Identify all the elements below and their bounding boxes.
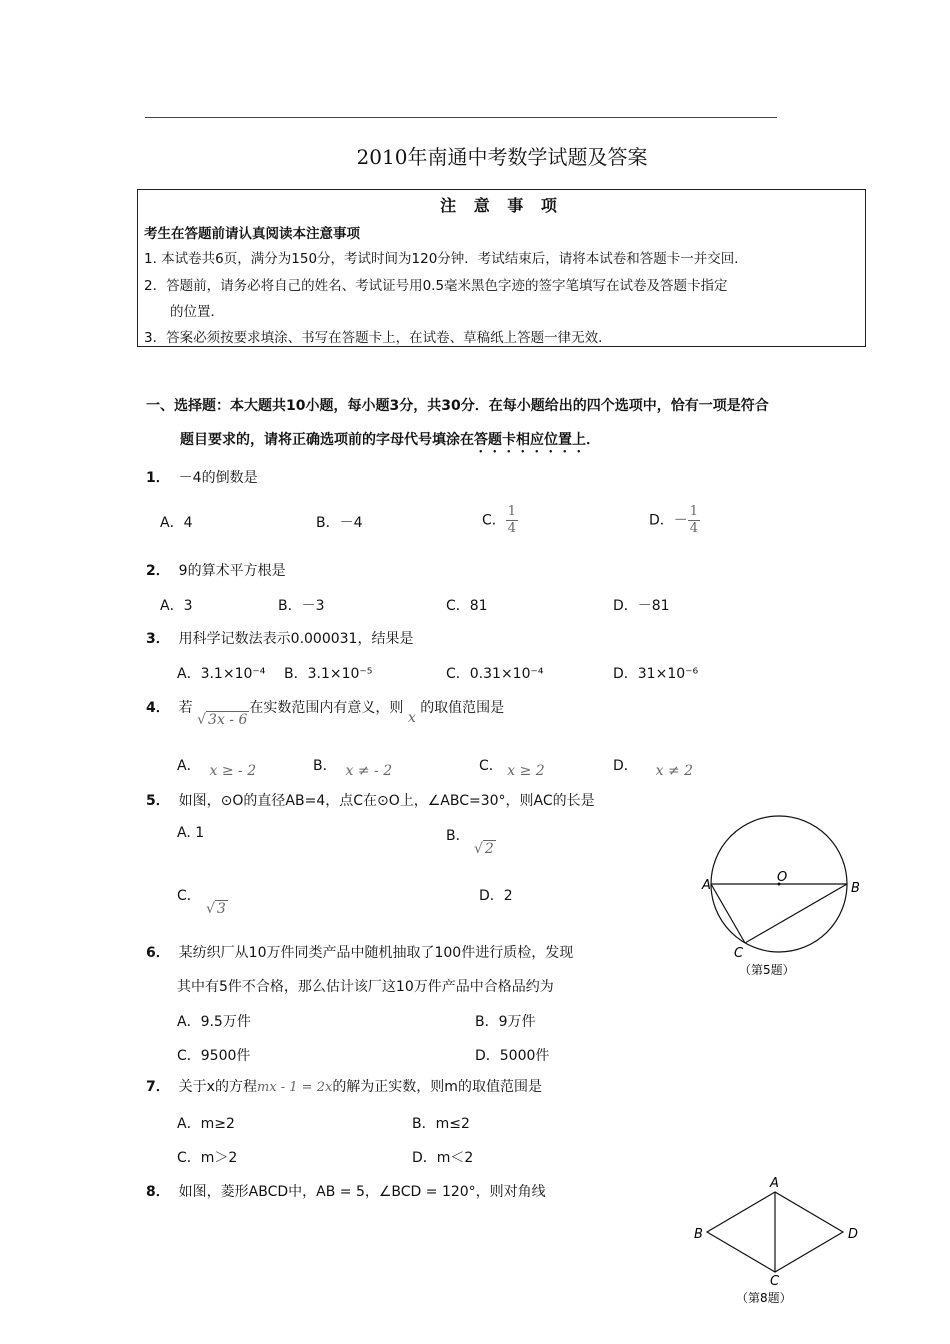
page-title: 2010年南通中考数学试题及答案	[356, 145, 648, 169]
q3-option-b: B．3.1×10⁻⁵	[284, 666, 373, 682]
q7-option-b: B．m≤2	[412, 1116, 470, 1132]
section1-line2c: ．	[586, 432, 600, 448]
q4-text-c: 的取值范围是	[420, 700, 505, 716]
q4-c-label: C．	[479, 758, 503, 774]
q3-number: 3．	[146, 631, 170, 647]
q4-text-a: 若	[178, 700, 193, 716]
q4-a-label: A．	[177, 758, 201, 774]
q1-text: －4的倒数是	[178, 470, 258, 486]
q8-caption: （第8题）	[736, 1291, 792, 1305]
q1-option-d-frac	[688, 504, 700, 537]
q6-option-a: A．9.5万件	[177, 1014, 251, 1030]
q1-d-numerator: 1	[689, 504, 699, 519]
q1-stem	[146, 467, 258, 487]
q6-stem	[146, 942, 573, 962]
q4-text-b: 在实数范围内有意义，则	[249, 700, 404, 716]
q1-option-c-frac	[506, 504, 518, 537]
q4-stem	[146, 697, 505, 728]
q2-option-b: B．－3	[278, 598, 325, 614]
notice-box	[137, 189, 866, 347]
header-rule	[145, 117, 777, 118]
q8-label-a: A	[770, 1176, 779, 1191]
q7-option-a: A．m≥2	[177, 1116, 235, 1132]
notice-item-2-cont: 的位置．	[170, 304, 224, 320]
q5-stem	[146, 790, 595, 810]
q5-option-c: C．	[177, 888, 201, 904]
q7-number: 7．	[146, 1079, 170, 1095]
q6-option-d: D．5000件	[475, 1048, 550, 1064]
q1-option-a: A．4	[160, 515, 193, 531]
q7-option-c: C．m＞2	[177, 1150, 238, 1166]
q4-option-c	[479, 755, 545, 779]
q8-text: 如图，菱形ABCD中，AB = 5，∠BCD = 120°，则对角线	[178, 1184, 546, 1200]
q6-text-1: 某纺织厂从10万件同类产品中随机抽取了100件进行质检，发现	[178, 945, 574, 961]
q4-a-math: x ≥ - 2	[209, 763, 257, 779]
q7-text-b: 的解为正实数，则m的取值范围是	[332, 1079, 542, 1095]
q5-figure	[694, 810, 874, 980]
q8-label-c: C	[770, 1274, 780, 1289]
q1-c-denominator: 4	[507, 521, 517, 536]
q2-option-d: D．－81	[613, 598, 670, 614]
q1-option-d	[649, 504, 700, 537]
q1-c-numerator: 1	[507, 504, 517, 519]
q4-d-math: x ≠ 2	[655, 763, 694, 779]
q8-label-b: B	[694, 1227, 703, 1242]
q6-number: 6．	[146, 945, 170, 961]
q1-number: 1．	[146, 470, 170, 486]
q3-option-a: A．3.1×10⁻⁴	[177, 666, 266, 682]
q1-option-c-label: C．	[482, 512, 506, 529]
q3-option-c: C．0.31×10⁻⁴	[446, 666, 544, 682]
q5-label-o: O	[777, 870, 788, 885]
q6-option-c: C．9500件	[177, 1048, 251, 1064]
q7-option-d: D．m＜2	[412, 1150, 474, 1166]
q4-var: x	[407, 710, 416, 726]
q8-number: 8．	[146, 1184, 170, 1200]
q1-d-denominator: 4	[689, 521, 699, 536]
q4-radical: √ 3x - 6	[197, 712, 248, 728]
q1-option-b: B．－4	[316, 515, 363, 531]
q2-text: 9的算术平方根是	[178, 563, 286, 579]
q5-number: 5．	[146, 793, 170, 809]
notice-subheading: 考生在答题前请认真阅读本注意事项	[144, 226, 360, 242]
q2-stem	[146, 560, 286, 580]
q8-label-d: D	[848, 1227, 859, 1242]
notice-item-3: 3．答案必须按要求填涂、书写在答题卡上，在试卷、草稿纸上答题一律无效．	[144, 330, 612, 346]
q8-stem	[146, 1181, 546, 1201]
q7-equation: mx - 1 = 2x	[256, 1080, 333, 1095]
q5-option-d: D．2	[479, 888, 513, 904]
q4-number: 4．	[146, 700, 170, 716]
q6-text-2: 其中有5件不合格，那么估计该厂这10万件产品中合格品约为	[177, 979, 554, 995]
section1-line1: 一、选择题：本大题共10小题，每小题3分，共30分．在每小题给出的四个选项中，恰有一项是符合	[146, 398, 769, 414]
q3-text: 用科学记数法表示0.000031，结果是	[178, 631, 414, 647]
q5-chord-ac	[711, 884, 745, 943]
q5-b-radical: √ 2	[474, 841, 494, 857]
notice-item-2: 2．答题前，请务必将自己的姓名、考试证号用0.5毫米黑色字迹的签字笔填写在试卷及答题卡指定	[144, 278, 728, 294]
q5-label-c: C	[734, 946, 744, 961]
section1-line2b: 答题卡相应位置上	[474, 432, 586, 448]
q4-b-label: B．	[313, 758, 337, 774]
q3-option-d: D．31×10⁻⁶	[613, 666, 699, 682]
notice-item-1: 1. 本试卷共6页，满分为150分，考试时间为120分钟．考试结束后，请将本试卷和答题卡一并交回．	[144, 251, 748, 267]
q4-d-label: D．	[613, 758, 638, 774]
q1-option-d-label: D．－	[649, 512, 688, 529]
q5-caption: （第5题）	[739, 963, 795, 977]
q2-option-c: C．81	[446, 598, 488, 614]
q5-b-radicand: 2	[484, 841, 494, 857]
q5-c-radicand: 3	[216, 901, 226, 917]
q4-b-math: x ≠ - 2	[345, 763, 393, 779]
q5-label-b: B	[851, 881, 860, 896]
q1-option-c	[482, 504, 518, 537]
q5-c-radical: √ 3	[206, 901, 226, 917]
q3-stem	[146, 628, 413, 648]
q7-stem	[146, 1076, 542, 1096]
q5-text: 如图，⊙O的直径AB=4，点C在⊙O上，∠ABC=30°，则AC的长是	[178, 793, 595, 809]
q4-radicand: 3x - 6	[208, 712, 248, 728]
q5-option-b: B．	[446, 828, 470, 844]
q4-option-d	[613, 755, 694, 779]
q6-option-b: B．9万件	[475, 1014, 536, 1030]
section1-line2	[180, 429, 600, 456]
q4-option-b	[313, 755, 393, 779]
section1-line2a: 题目要求的，请将正确选项前的字母代号填涂在	[180, 432, 474, 448]
q7-text-a: 关于x的方程	[178, 1079, 257, 1095]
q8-figure	[690, 1172, 870, 1332]
notice-heading: 注 意 事 项	[440, 196, 563, 215]
q2-option-a: A．3	[160, 598, 193, 614]
q5-label-a: A	[702, 878, 711, 893]
q4-c-math: x ≥ 2	[507, 763, 545, 779]
q5-option-a: A. 1	[177, 825, 205, 841]
q5-chord-bc	[745, 884, 847, 943]
q4-option-a	[177, 755, 257, 779]
q2-number: 2．	[146, 563, 170, 579]
